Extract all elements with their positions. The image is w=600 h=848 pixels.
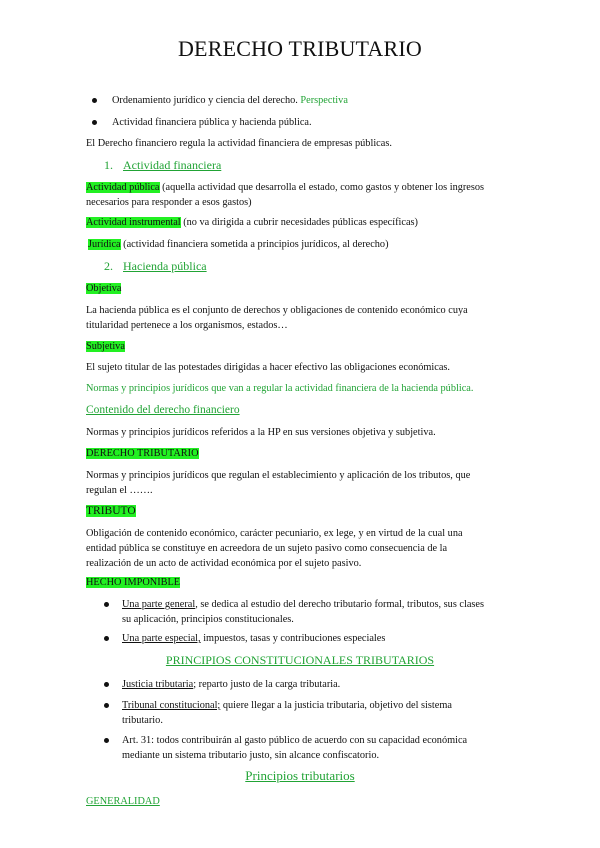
objetiva-heading bbox=[86, 281, 516, 296]
justicia-tributaria-text: ; reparto justo de la carga tributaria. bbox=[193, 679, 341, 690]
contenido-text: Normas y principios jurídicos referidos a la HP en sus versiones objetiva y subjetiva. bbox=[86, 427, 436, 438]
actividad-publica-line bbox=[86, 180, 516, 195]
principio-bullet-2 bbox=[122, 698, 452, 713]
bullet-dot bbox=[92, 98, 97, 103]
justicia-tributaria-term: Justicia tributaria bbox=[122, 679, 194, 690]
hecho-bullet-2 bbox=[122, 631, 385, 646]
generalidad-heading-text: GENERALIDAD bbox=[86, 796, 160, 807]
actividad-instrumental-term: Actividad instrumental bbox=[86, 217, 181, 228]
section-1-number: 1. bbox=[104, 158, 113, 172]
bullet-dot bbox=[92, 120, 97, 125]
bullet-dot bbox=[104, 682, 109, 687]
tributo-line-1: Obligación de contenido económico, carácter pecuniario, ex lege, y en virtud de la cual una bbox=[86, 528, 463, 539]
actividad-instrumental-line bbox=[86, 215, 516, 230]
objetiva-term: Objetiva bbox=[86, 283, 122, 294]
subjetiva-heading bbox=[86, 339, 516, 354]
bullet-dot bbox=[104, 602, 109, 607]
actividad-publica-text: (aquella actividad que desarrolla el estado, como gastos y obtener los ingresos bbox=[159, 182, 485, 193]
derecho-tributario-heading-text: DERECHO TRIBUTARIO bbox=[86, 448, 199, 459]
juridica-term: Jurídica bbox=[88, 239, 121, 250]
section-2-heading bbox=[104, 259, 207, 274]
principio-bullet-1 bbox=[122, 677, 340, 692]
intro-bullet-2: Actividad financiera pública y hacienda pública. bbox=[112, 117, 312, 128]
section-1-label: Actividad financiera bbox=[123, 158, 222, 172]
parte-especial-term: Una parte especial, bbox=[122, 633, 201, 644]
subjetiva-text: El sujeto titular de las potestades dirigidas a hacer efectivo las obligaciones económicas. bbox=[86, 362, 450, 373]
generalidad-heading bbox=[86, 794, 516, 809]
parte-general-term: Una parte general bbox=[122, 599, 196, 610]
section-1-heading bbox=[104, 158, 221, 173]
section-2-label: Hacienda pública bbox=[123, 259, 207, 273]
tributo-line-2: entidad pública se constituye en acreedora de un sujeto pasivo como consecuencia de la bbox=[86, 543, 448, 554]
hecho-imponible-heading bbox=[86, 575, 516, 590]
bullet-dot bbox=[104, 636, 109, 641]
subjetiva-term: Subjetiva bbox=[86, 341, 125, 352]
tributo-line-3: realización de un acto de actividad económica por el sujeto pasivo. bbox=[86, 558, 362, 569]
principios-constitucionales-heading-text: PRINCIPIOS CONSTITUCIONALES TRIBUTARIOS bbox=[165, 653, 435, 667]
intro-bullet-1-text: Ordenamiento jurídico y ciencia del derecho. bbox=[112, 95, 301, 106]
intro-paragraph: El Derecho financiero regula la actividad financiera de empresas públicas. bbox=[86, 138, 392, 149]
tribunal-constitucional-term: Tribunal constitucional; bbox=[122, 700, 221, 711]
derecho-tributario-line-2: regulan el ……. bbox=[86, 485, 153, 496]
tributo-heading-text: TRIBUTO bbox=[86, 505, 136, 517]
perspectiva-label: Perspectiva bbox=[300, 95, 348, 106]
document-title: DERECHO TRIBUTARIO bbox=[177, 36, 423, 61]
hacienda-green-line: Normas y principios jurídicos que van a regular la actividad financiera de la hacienda pública. bbox=[86, 383, 474, 394]
principio-bullet-2-line-2: tributario. bbox=[122, 715, 163, 726]
principios-tributarios-heading bbox=[0, 768, 600, 784]
principio-bullet-3: Art. 31: todos contribuirán al gasto público de acuerdo con su capacidad económica bbox=[122, 735, 468, 746]
parte-especial-text: impuestos, tasas y contribuciones especiales bbox=[200, 633, 386, 644]
principios-tributarios-heading-text: Principios tributarios bbox=[245, 768, 355, 783]
derecho-tributario-heading bbox=[86, 446, 516, 461]
principio-bullet-3-line-2: mediante un sistema tributario justo, sin alcance confiscatorio. bbox=[122, 750, 380, 761]
objetiva-line-1: La hacienda pública es el conjunto de derechos y obligaciones de contenido económico cuya bbox=[86, 305, 468, 316]
juridica-line bbox=[88, 237, 518, 252]
intro-bullet-1 bbox=[112, 93, 348, 108]
tributo-heading bbox=[86, 504, 516, 519]
parte-general-text: , se dedica al estudio del derecho tributario formal, tributos, sus clases bbox=[195, 599, 484, 610]
contenido-heading-text: Contenido del derecho financiero bbox=[86, 404, 240, 416]
derecho-tributario-line-1: Normas y principios jurídicos que regulan el establecimiento y aplicación de los tributos, que bbox=[86, 470, 471, 481]
section-2-number: 2. bbox=[104, 259, 113, 273]
juridica-text: (actividad financiera sometida a principios jurídicos, al derecho) bbox=[120, 239, 389, 250]
actividad-instrumental-text: (no va dirigida a cubrir necesidades públicas específicas) bbox=[180, 217, 418, 228]
hecho-imponible-heading-text: HECHO IMPONIBLE bbox=[86, 577, 181, 588]
bullet-dot bbox=[104, 703, 109, 708]
contenido-heading bbox=[86, 403, 516, 418]
objetiva-line-2: titularidad pertenece a los organismos, estados… bbox=[86, 320, 288, 331]
hecho-bullet-1-line-2: su aplicación, principios constitucionales. bbox=[122, 614, 294, 625]
actividad-publica-line-2: necesarios para responder a esos gastos) bbox=[86, 197, 252, 208]
hecho-bullet-1 bbox=[122, 597, 522, 612]
principios-constitucionales-heading bbox=[0, 653, 600, 668]
tribunal-constitucional-text: quiere llegar a la justicia tributaria, objetivo del sistema bbox=[220, 700, 452, 711]
actividad-publica-term: Actividad pública bbox=[86, 182, 160, 193]
bullet-dot bbox=[104, 738, 109, 743]
